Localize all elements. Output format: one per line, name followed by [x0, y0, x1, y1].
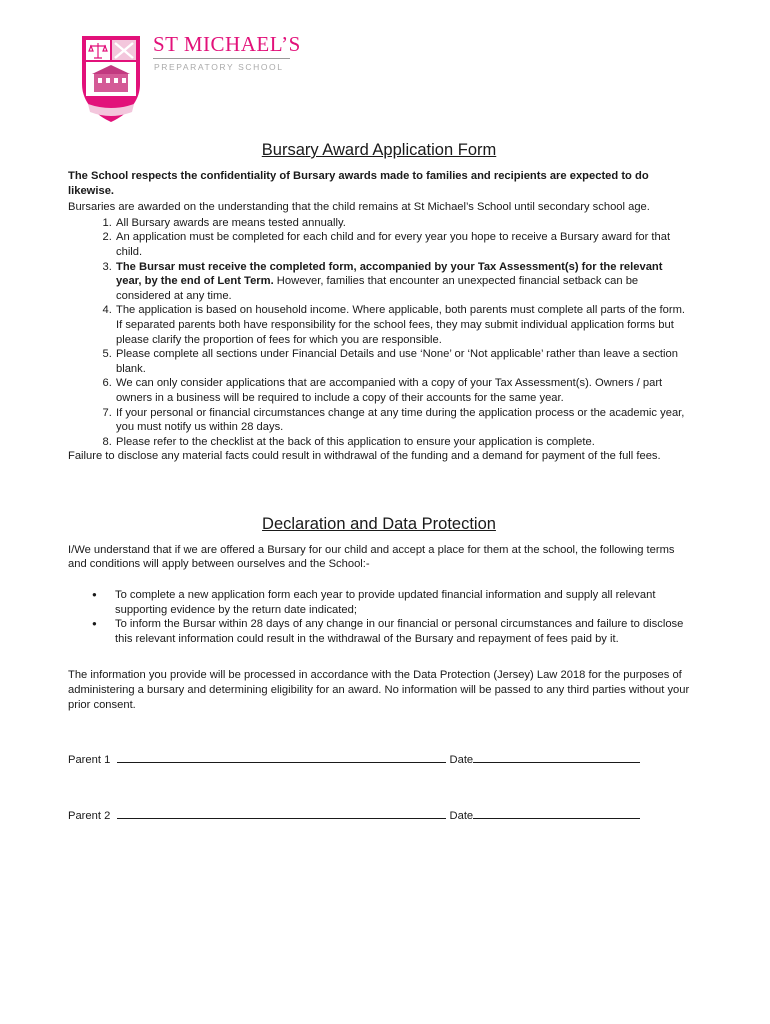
failure-note: Failure to disclose any material facts could result in withdrawal of the funding and a demand for payment of the full fees. [68, 450, 661, 463]
logo-divider [153, 58, 290, 59]
declaration-title: Declaration and Data Protection [262, 514, 496, 533]
school-name: ST MICHAEL’S [153, 32, 301, 56]
data-protection-statement: The information you provide will be processed in accordance with the Data Protection (Jersey) Law 2018 for the purposes of administering a bursary and determining eligibility for an award. No information will be passed to any third parties without your prior consent. [68, 669, 690, 711]
term-item: ● To complete a new application form each year to provide updated financial information and supply all relevant supporting evidence by the return date indicated; [115, 588, 690, 617]
declaration-intro: I/We understand that if we are offered a Bursary for our child and accept a place for them at the school, the following terms and conditions will apply between ourselves and the School:- [68, 543, 675, 571]
confidentiality-statement: The School respects the confidentiality of Bursary awards made to families and recipients are expected to do likewise. [68, 170, 649, 197]
school-subtitle: PREPARATORY SCHOOL [154, 62, 284, 72]
school-logo [80, 32, 310, 124]
parent-1-label: Parent 1 [68, 754, 111, 767]
rule-item: 1. All Bursary awards are means tested annually. [115, 216, 690, 231]
rule-item: 8. Please refer to the checklist at the back of this application to ensure your application is complete. [115, 435, 690, 450]
parent-2-date-label: Date [449, 809, 474, 822]
rule-item: 4. The application is based on household income. Where applicable, both parents must complete all parts of the form. If separated parents both have responsibility for the school fees, they may submit individual application forms but please clarify the proportion of fees for which you are responsible. [115, 303, 690, 347]
parent-1-date-field[interactable] [473, 752, 640, 763]
parent-2-signature-row [68, 808, 690, 824]
form-title: Bursary Award Application Form [261, 141, 497, 159]
declaration-terms-list [68, 588, 690, 646]
rule-item: 6. We can only consider applications that are accompanied with a copy of your Tax Assessment(s). Owners / part owners in a business will be required to include a copy of their accounts for the same year. [115, 376, 690, 405]
parent-1-date-label: Date [449, 754, 474, 767]
parent-2-date-field[interactable] [473, 808, 640, 819]
parent-2-label: Parent 2 [68, 809, 111, 822]
school-crest-icon [80, 32, 142, 124]
form-document [68, 140, 690, 823]
bursary-rules-list [68, 216, 690, 450]
parent-1-signature-field[interactable] [117, 752, 446, 763]
rule-item: 7. If your personal or financial circumstances change at any time during the application process or the academic year, you must notify us within 28 days. [115, 406, 690, 435]
rule-item: 5. Please complete all sections under Financial Details and use ‘None’ or ‘Not applicable’ rather than leave a section blank. [115, 347, 690, 376]
term-item: ● To inform the Bursar within 28 days of any change in our financial or personal circumstances and failure to disclose this relevant information could result in the withdrawal of the Bursary and repayment of fees paid by it. [115, 617, 690, 646]
bursary-intro: Bursaries are awarded on the understanding that the child remains at St Michael’s School until secondary school age. [68, 201, 650, 214]
parent-2-signature-field[interactable] [117, 808, 446, 819]
parent-1-signature-row [68, 752, 690, 768]
rule-item: 3. The Bursar must receive the completed form, accompanied by your Tax Assessment(s) for the relevant year, by the end of Lent Term. However, families that encounter an unexpected financial setback can be considered at any time. [115, 260, 690, 304]
rule-deadline-bold: The Bursar must receive the completed form, accompanied by your Tax Assessment(s) for the relevant year, by the end of Lent Term. [116, 260, 663, 288]
rule-item: 2. An application must be completed for each child and for every year you hope to receive a Bursary award for that child. [115, 230, 690, 259]
